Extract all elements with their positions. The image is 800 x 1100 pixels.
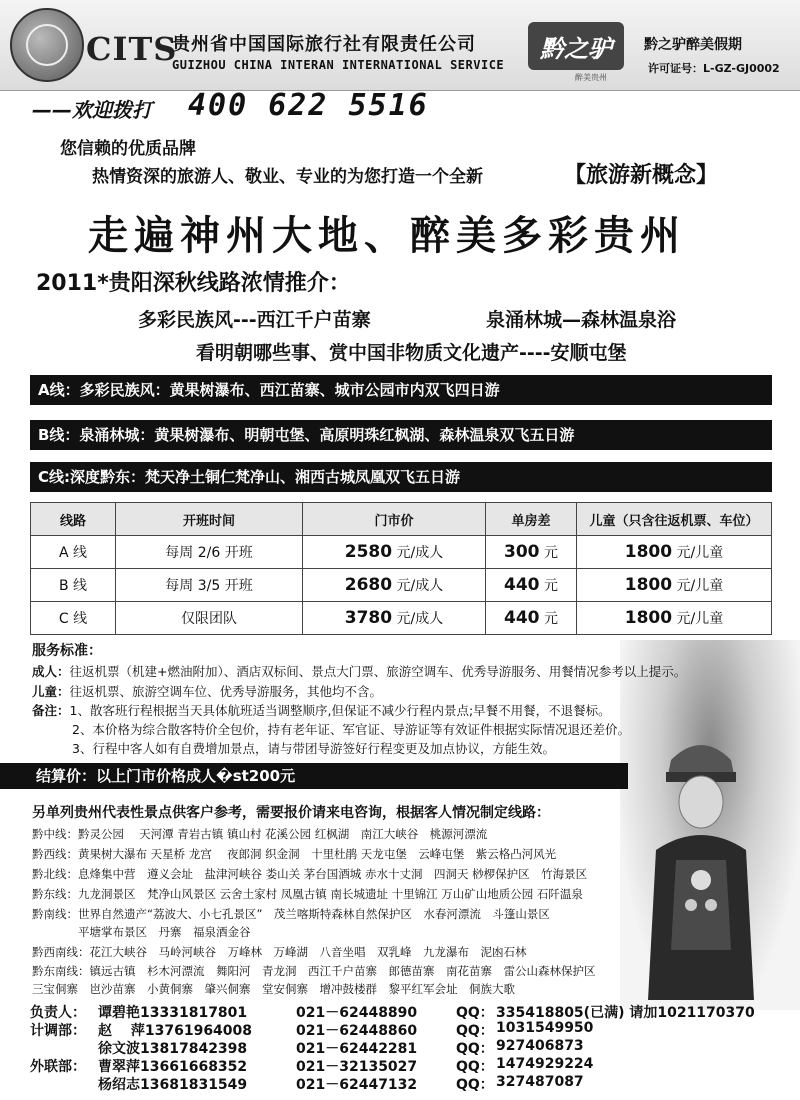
service-note2: 2、本价格为综合散客特价全包价，持有老年证、军官证、导游证等有效证件根据实际情况退还差价。 [72, 722, 630, 737]
cits-logo-text: CITS [86, 30, 178, 68]
miao-woman-photo [646, 730, 756, 1000]
company-name-en: GUIZHOU CHINA INTERAN INTERNATIONAL SERVICE [172, 58, 505, 72]
cell-line: B 线 [31, 569, 116, 602]
contact-tel: 021－62448890 [296, 1005, 418, 1021]
col-price: 门市价 [303, 503, 486, 536]
cell-child [577, 536, 772, 569]
table-row [31, 536, 772, 569]
contact-dept: 负责人： [30, 1005, 86, 1021]
col-line: 线路 [31, 503, 116, 536]
cell-line: C 线 [31, 602, 116, 635]
slogan-line1: 您信赖的优质品牌 [60, 139, 196, 159]
contact-footer [0, 998, 800, 1100]
contact-qq-label: QQ： [456, 1041, 494, 1057]
area-line: 黔北线：息烽集中营 遵义会址 盐津河峡谷 娄山关 茅台国酒城 赤水十丈洞 四洞天 桫椤保护区 竹海景区 [32, 867, 588, 881]
note-label: 备注： [32, 703, 70, 718]
route-a-bar: A线：多彩民族风：黄果树瀑布、西江苗寨、城市公园市内双飞四日游 [30, 375, 772, 405]
service-child [32, 682, 382, 700]
contact-tel: 021－62448860 [296, 1023, 418, 1039]
child-value: 1800 [624, 608, 673, 628]
child-value: 1800 [624, 575, 673, 595]
cell-single [486, 536, 577, 569]
feature-3: 看明朝哪些事、赏中国非物质文化遗产----安顺屯堡 [196, 342, 627, 364]
service-title: 服务标准： [32, 643, 102, 659]
adult-text: 往返机票（机建+燃油附加）、酒店双标间、景点大门票、旅游空调车、优秀导游服务、用餐情况参考以上提示。 [69, 664, 687, 679]
cell-single [486, 569, 577, 602]
contact-tel: 021－62442281 [296, 1041, 418, 1057]
single-value: 440 [504, 608, 540, 628]
contact-qq: 335418805(已满) 请加1021170370 [496, 1005, 755, 1021]
license-number: 许可证号：L-GZ-GJ0002 [648, 62, 780, 75]
price-table [30, 502, 772, 635]
cell-single [486, 602, 577, 635]
contact-dept: 外联部： [30, 1059, 86, 1075]
area-line: 黔西南线：花江大峡谷 马岭河峡谷 万峰林 万峰湖 八音坐唱 双乳峰 九龙瀑布 泥凼石林 [32, 945, 527, 959]
price-unit: 元/成人 [396, 578, 444, 594]
contact-dept: 计调部： [30, 1023, 86, 1039]
contact-qq: 1474929224 [496, 1056, 594, 1072]
area-line: 黔南线：世界自然遗产“荔波大、小七孔景区” 茂兰喀斯特森林自然保护区 水春河漂流 斗篷山景区 [32, 907, 550, 921]
child-text: 往返机票、旅游空调车位、优秀导游服务，其他均不含。 [69, 684, 383, 699]
main-title: 走遍神州大地、醉美多彩贵州 [88, 212, 686, 259]
feature-1: 多彩民族风---西江千户苗寨 [138, 309, 371, 331]
cell-price [303, 569, 486, 602]
contact-qq-label: QQ： [456, 1023, 494, 1039]
service-adult [32, 662, 686, 680]
hotline-number: 400 622 5516 [188, 88, 429, 123]
table-row [31, 569, 772, 602]
contact-name: 杨绍志13681831549 [98, 1077, 248, 1093]
contact-qq: 927406873 [496, 1038, 584, 1054]
contact-tel: 021－32135027 [296, 1059, 418, 1075]
col-child: 儿童（只含往返机票、车位） [577, 503, 772, 536]
area-line: 黔东南线：镇远古镇 杉木河漂流 舞阳河 青龙洞 西江千户苗寨 郎德苗寨 南花苗寨 雷公山森林保护区 [32, 964, 596, 978]
contact-qq: 1031549950 [496, 1020, 594, 1036]
contact-name: 曹翠萍13661668352 [98, 1059, 248, 1075]
area-line: 黔西线：黄果树大瀑布 天星桥 龙宫 夜郎洞 织金洞 十里杜鹃 天龙屯堡 云峰屯堡 紫云格凸河风光 [32, 847, 557, 861]
single-value: 300 [504, 542, 540, 562]
col-schedule: 开班时间 [116, 503, 303, 536]
slogan-line2: 热情资深的旅游人、敬业、专业的为您打造一个全新 [92, 167, 483, 187]
subtitle: 2011*贵阳深秋线路浓情推介： [36, 271, 351, 296]
price-value: 2680 [344, 575, 393, 595]
cell-schedule: 仅限团队 [116, 602, 303, 635]
note1-text: 1、散客班行程根据当天具体航班适当调整顺序,但保证不减少行程内景点;早餐不用餐，不退餐标。 [69, 703, 611, 718]
service-note3: 3、行程中客人如有自费增加景点，请与带团导游签好行程变更及加点协议，方能生效。 [72, 741, 555, 756]
child-unit: 元/儿童 [676, 578, 724, 594]
cits-globe-icon [10, 8, 84, 82]
hotline-label: ——欢迎拨打 [32, 98, 152, 122]
single-unit: 元 [543, 578, 558, 594]
service-note1 [32, 701, 611, 719]
child-value: 1800 [624, 542, 673, 562]
brand-slogan: 黔之驴醉美假期 [644, 37, 742, 53]
single-unit: 元 [543, 545, 558, 561]
extra-title: 另单列贵州代表性景点供客户参考，需要报价请来电咨询，根据客人情况制定线路： [32, 805, 550, 821]
area-line: 黔东线：九龙洞景区 梵净山风景区 云舍土家村 凤凰古镇 南长城遗址 十里锦江 万山矿山地质公园 石阡温泉 [32, 887, 583, 901]
child-unit: 元/儿童 [676, 545, 724, 561]
cell-schedule: 每周 2/6 开班 [116, 536, 303, 569]
area-line: 三宝侗寨 岜沙苗寨 小黄侗寨 肇兴侗寨 堂安侗寨 增冲鼓楼群 黎平红军会址 侗族大歌 [32, 982, 515, 996]
table-header-row [31, 503, 772, 536]
price-value: 2580 [344, 542, 393, 562]
child-label: 儿童： [32, 684, 70, 699]
price-value: 3780 [344, 608, 393, 628]
contact-name: 赵 萍13761964008 [98, 1023, 253, 1039]
cell-price [303, 536, 486, 569]
contact-qq-label: QQ： [456, 1059, 494, 1075]
contact-qq-label: QQ： [456, 1005, 494, 1021]
cell-child [577, 602, 772, 635]
table-row [31, 602, 772, 635]
single-value: 440 [504, 575, 540, 595]
company-name-cn: 贵州省中国国际旅行社有限责任公司 [172, 34, 476, 55]
price-unit: 元/成人 [396, 545, 444, 561]
contact-qq-label: QQ： [456, 1077, 494, 1093]
contact-name: 谭碧艳13331817801 [98, 1005, 248, 1021]
area-line: 黔中线：黔灵公园 天河潭 青岩古镇 镇山村 花溪公园 红枫湖 南江大峡谷 桃源河漂流 [32, 827, 488, 841]
child-unit: 元/儿童 [676, 611, 724, 627]
single-unit: 元 [543, 611, 558, 627]
route-b-bar: B线：泉涌林城：黄果树瀑布、明朝屯堡、高原明珠红枫湖、森林温泉双飞五日游 [30, 420, 772, 450]
feature-2: 泉涌林城—森林温泉浴 [486, 309, 677, 331]
brand-logo: 黔之驴 [528, 22, 624, 70]
cell-child [577, 569, 772, 602]
col-single: 单房差 [486, 503, 577, 536]
slogan-concept: 【旅游新概念】 [564, 163, 719, 188]
brand-logo-sub: 醉美贵州 [575, 73, 607, 82]
area-line: 平塘掌布景区 丹寨 福泉酒金谷 [32, 925, 251, 939]
adult-label: 成人： [32, 664, 70, 679]
contact-tel: 021－62447132 [296, 1077, 418, 1093]
cell-price [303, 602, 486, 635]
cell-schedule: 每周 3/5 开班 [116, 569, 303, 602]
cell-line: A 线 [31, 536, 116, 569]
price-unit: 元/成人 [396, 611, 444, 627]
contact-name: 徐文波13817842398 [98, 1041, 248, 1057]
contact-qq: 327487087 [496, 1074, 584, 1090]
route-c-bar: C线:深度黔东：梵天净土铜仁梵净山、湘西古城凤凰双飞五日游 [30, 462, 772, 492]
settlement-bar: 结算价：以上门市价格成人�st200元 [0, 763, 628, 789]
